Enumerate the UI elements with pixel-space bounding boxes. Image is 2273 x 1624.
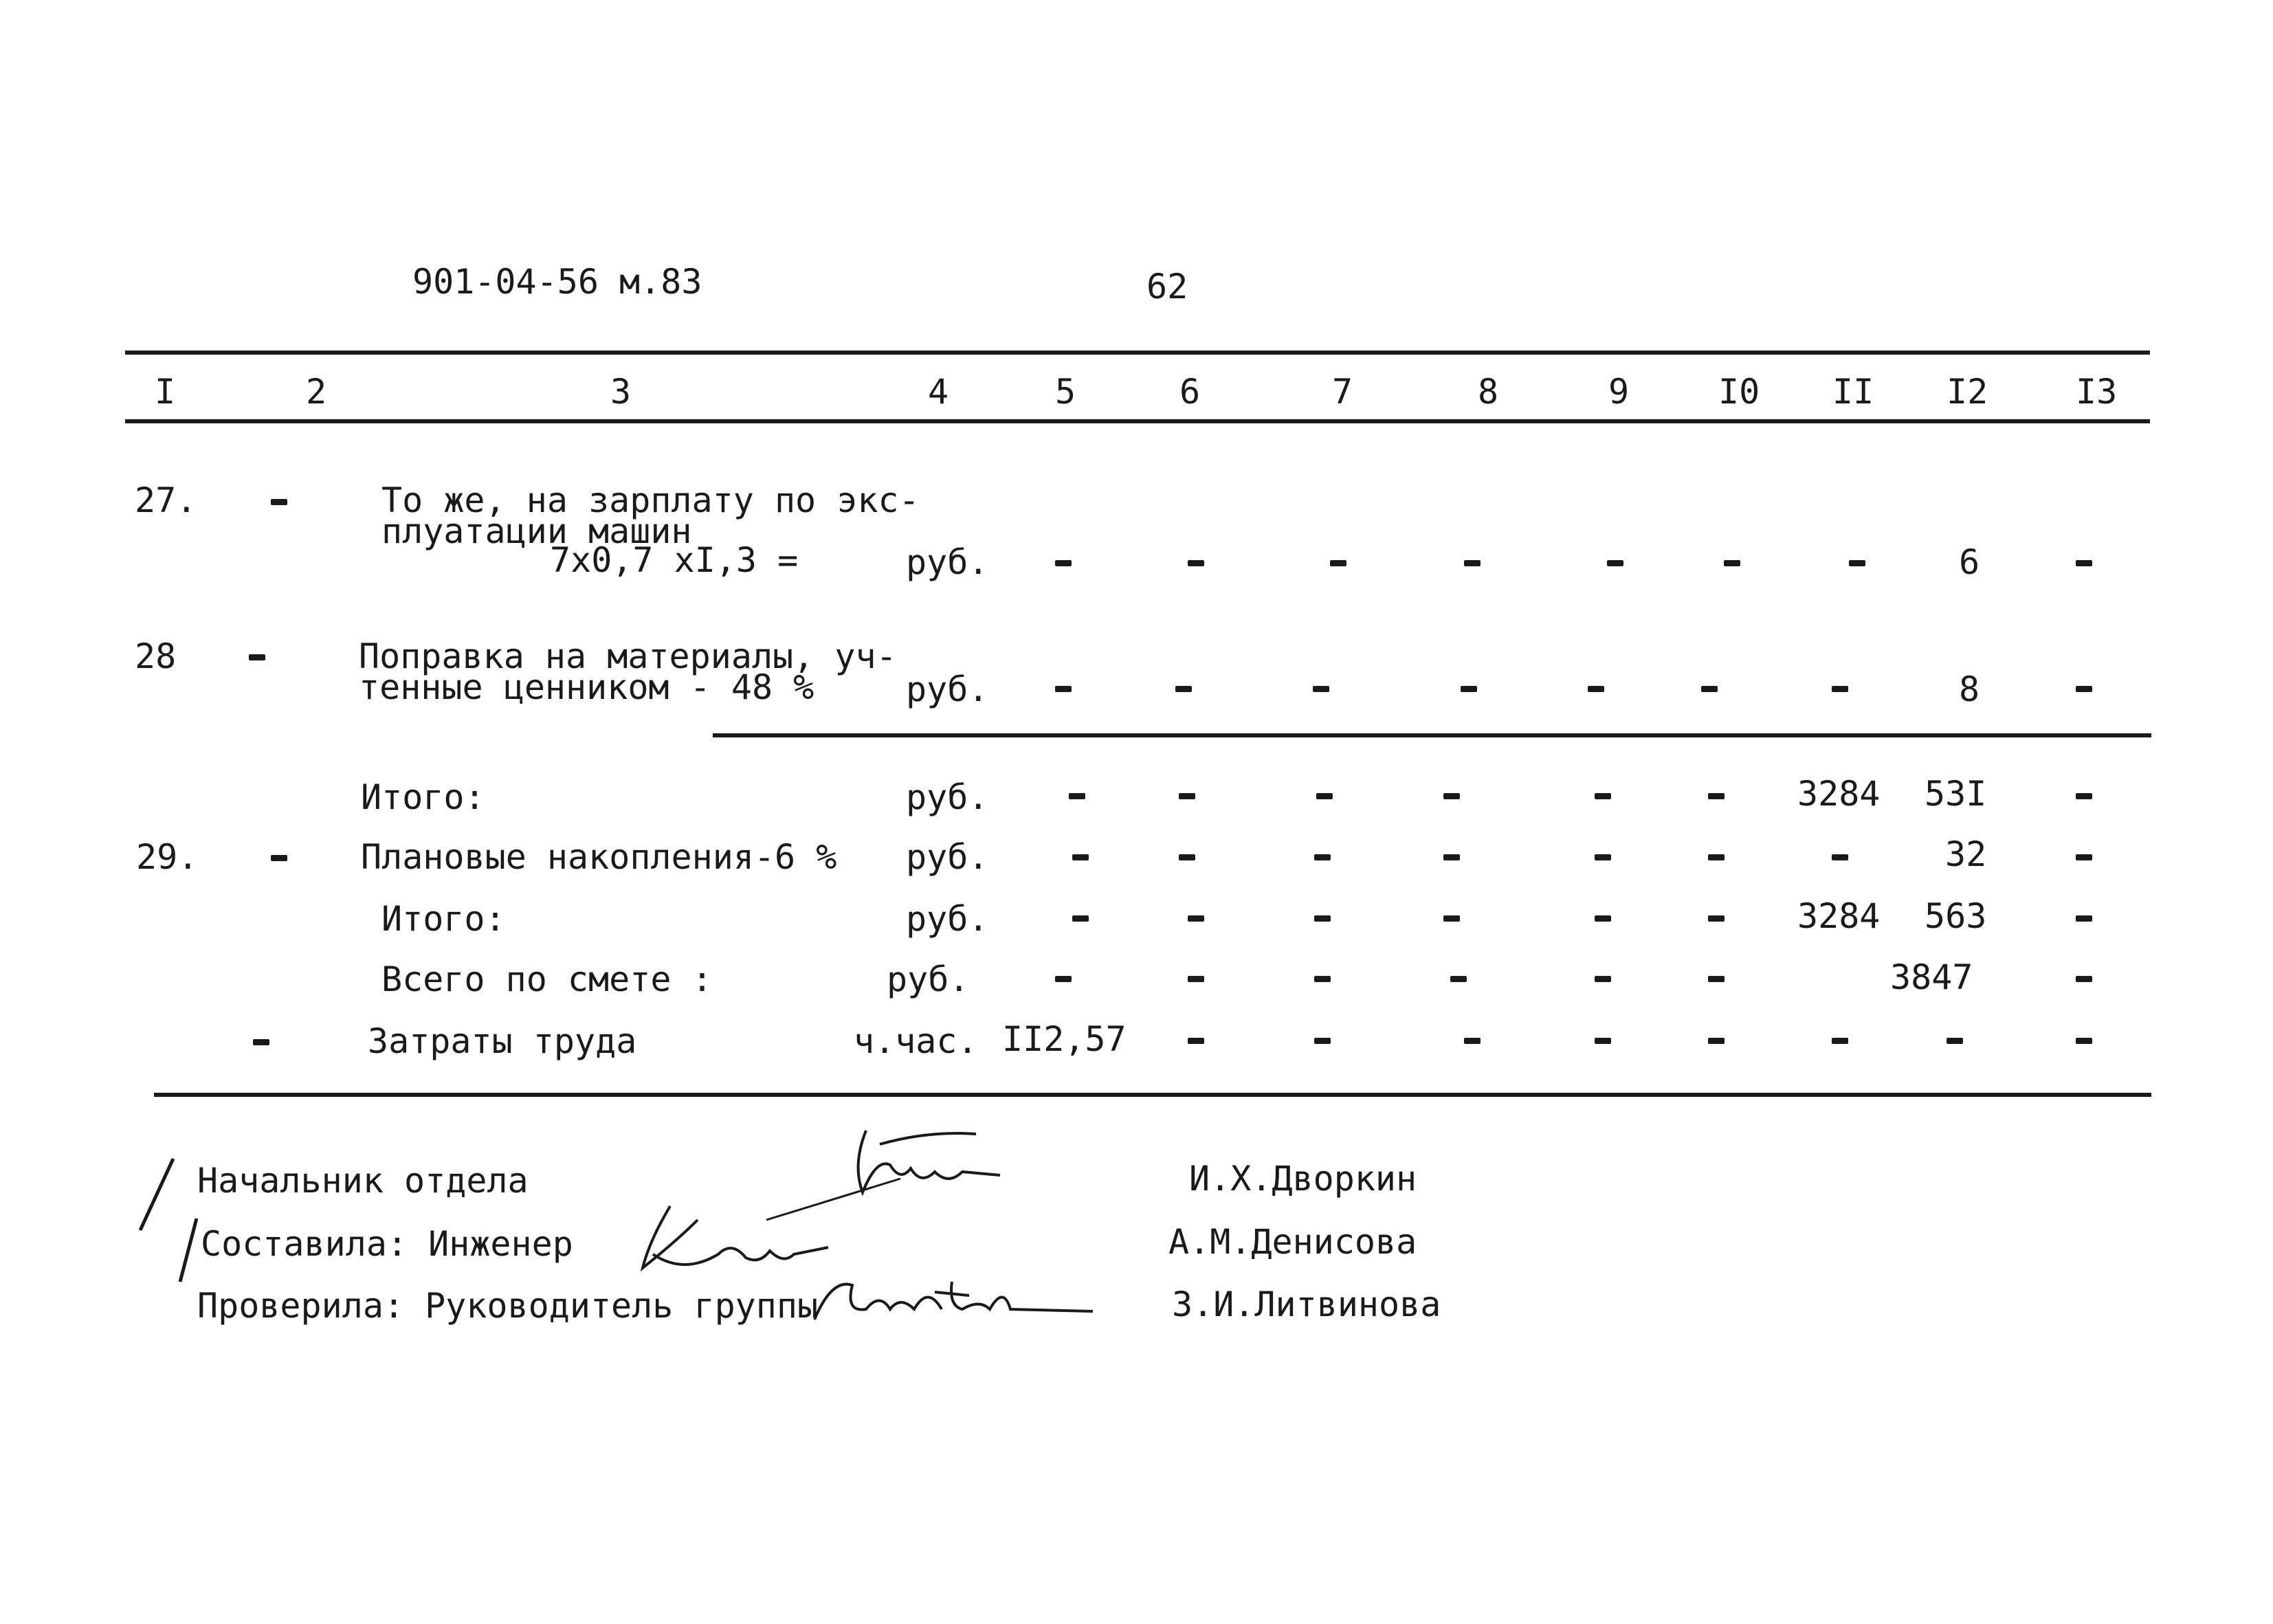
subtotal-rule xyxy=(713,733,2151,737)
col-header-10: I0 xyxy=(1718,372,1760,412)
row-number: 29. xyxy=(136,837,199,877)
table-bottom-rule xyxy=(154,1093,2151,1097)
col-header-2: 2 xyxy=(306,372,327,412)
dash-mark xyxy=(1832,1038,1848,1044)
dash-mark xyxy=(1072,915,1089,922)
dash-mark xyxy=(1314,1038,1331,1044)
dash-mark xyxy=(1708,976,1725,982)
row-unit: руб. xyxy=(906,777,989,817)
dash-mark xyxy=(1443,793,1460,799)
dash-mark xyxy=(1595,793,1611,799)
dash-mark xyxy=(1724,560,1740,566)
signature-role: Проверила: Руководитель группы xyxy=(197,1286,819,1326)
dash-mark xyxy=(1708,793,1725,799)
dash-mark xyxy=(1314,915,1331,922)
cell-col12: 53I xyxy=(1925,774,1987,814)
signature-name: И.Х.Дворкин xyxy=(1189,1159,1417,1199)
col-header-1: I xyxy=(155,372,176,412)
dash-mark xyxy=(1314,854,1331,860)
dash-mark xyxy=(1314,976,1331,982)
dash-mark xyxy=(1595,915,1611,922)
dash-mark xyxy=(1849,560,1865,566)
page-number: 62 xyxy=(1146,267,1188,307)
dash-mark xyxy=(2076,976,2092,982)
dash-mark xyxy=(1708,1038,1725,1044)
dash-mark xyxy=(1947,1038,1963,1044)
cell-col12: 8 xyxy=(1959,669,1980,709)
row-number: 28 xyxy=(135,636,177,676)
signature-name: А.М.Денисова xyxy=(1168,1222,1417,1262)
dash-mark xyxy=(1701,686,1718,692)
col-header-13: I3 xyxy=(2076,372,2118,412)
dash-mark xyxy=(1179,793,1195,799)
dash-mark xyxy=(1072,854,1089,860)
col-header-11: II xyxy=(1832,372,1874,412)
dash-mark xyxy=(1607,560,1623,566)
dash-mark xyxy=(1179,854,1195,860)
col-header-7: 7 xyxy=(1332,372,1353,412)
row-description-line1: Поправка на материалы, уч- xyxy=(359,636,897,676)
dash-mark xyxy=(1313,686,1329,692)
handwritten-signature-3 xyxy=(804,1271,1107,1333)
dash-mark xyxy=(1588,686,1604,692)
cell-col5: II2,57 xyxy=(1002,1019,1127,1059)
dash-mark xyxy=(1464,1038,1481,1044)
dash-mark xyxy=(1708,854,1725,860)
col-header-5: 5 xyxy=(1055,372,1076,412)
dash-mark xyxy=(2076,915,2092,922)
col-header-3: 3 xyxy=(610,372,632,412)
dash-mark xyxy=(253,1039,269,1045)
cell-col11: 3284 xyxy=(1797,774,1881,814)
row-unit: руб. xyxy=(906,899,989,939)
col-header-9: 9 xyxy=(1608,372,1630,412)
dash-mark xyxy=(1832,686,1848,692)
row-description-line1: То же, на зарплату по экс- xyxy=(381,480,920,520)
dash-mark xyxy=(1069,793,1085,799)
dash-mark xyxy=(1055,686,1072,692)
row-unit: руб. xyxy=(906,837,989,877)
dash-mark xyxy=(1708,915,1725,922)
row-unit: руб. xyxy=(887,959,970,999)
dash-mark xyxy=(1175,686,1192,692)
dash-mark xyxy=(1330,560,1346,566)
dash-mark xyxy=(1832,854,1848,860)
grand-total-label: Всего по смете : xyxy=(381,959,713,999)
dash-mark xyxy=(2076,854,2092,860)
dash-mark xyxy=(1443,915,1460,922)
cell-col11: 3284 xyxy=(1797,896,1881,936)
dash-mark xyxy=(271,499,287,505)
dash-mark xyxy=(1595,976,1611,982)
dash-mark xyxy=(2076,560,2092,566)
dash-mark xyxy=(1464,560,1481,566)
row-unit: руб. xyxy=(906,669,989,709)
dash-mark xyxy=(1443,854,1460,860)
table-top-rule xyxy=(125,351,2150,355)
col-header-12: I2 xyxy=(1947,372,1988,412)
signature-name: З.И.Литвинова xyxy=(1172,1284,1441,1324)
grand-total-value: 3847 xyxy=(1890,957,1973,997)
dash-mark xyxy=(1055,976,1072,982)
document-code: 901-04-56 м.83 xyxy=(412,262,702,302)
row-formula: 7x0,7 xI,3 = xyxy=(550,540,799,580)
dash-mark xyxy=(1595,1038,1611,1044)
signature-role: Начальник отдела xyxy=(197,1161,529,1201)
row-unit: руб. xyxy=(906,542,989,582)
handwritten-signature-2 xyxy=(622,1199,849,1282)
subtotal-label: Итого: xyxy=(361,777,485,817)
dash-mark xyxy=(1188,915,1204,922)
dash-mark xyxy=(249,654,265,660)
col-header-4: 4 xyxy=(928,372,949,412)
row-number: 27. xyxy=(135,480,197,520)
col-header-8: 8 xyxy=(1478,372,1499,412)
dash-mark xyxy=(1055,560,1072,566)
column-header-bottom-rule xyxy=(125,419,2150,423)
cell-col12: 6 xyxy=(1959,542,1980,582)
dash-mark xyxy=(271,855,287,861)
subtotal-label: Итого: xyxy=(381,899,506,939)
dash-mark xyxy=(1450,976,1467,982)
dash-mark xyxy=(1188,560,1204,566)
row-description: Затраты труда xyxy=(368,1021,637,1061)
dash-mark xyxy=(1316,793,1333,799)
cell-col12: 32 xyxy=(1945,834,1987,874)
row-description: Плановые накопления-6 % xyxy=(361,837,837,877)
dash-mark xyxy=(1188,1038,1204,1044)
col-header-6: 6 xyxy=(1179,372,1201,412)
row-description-line2: тенные ценником - 48 % xyxy=(359,667,814,707)
cell-col12: 563 xyxy=(1925,896,1987,936)
dash-mark xyxy=(1461,686,1477,692)
dash-mark xyxy=(1595,854,1611,860)
dash-mark xyxy=(2076,1038,2092,1044)
dash-mark xyxy=(2076,793,2092,799)
row-description-line2: плуатации машин xyxy=(381,511,692,551)
dash-mark xyxy=(1188,976,1204,982)
dash-mark xyxy=(2076,686,2092,692)
row-unit: ч.час. xyxy=(854,1021,978,1061)
signature-role: Составила: Инженер xyxy=(201,1224,573,1264)
